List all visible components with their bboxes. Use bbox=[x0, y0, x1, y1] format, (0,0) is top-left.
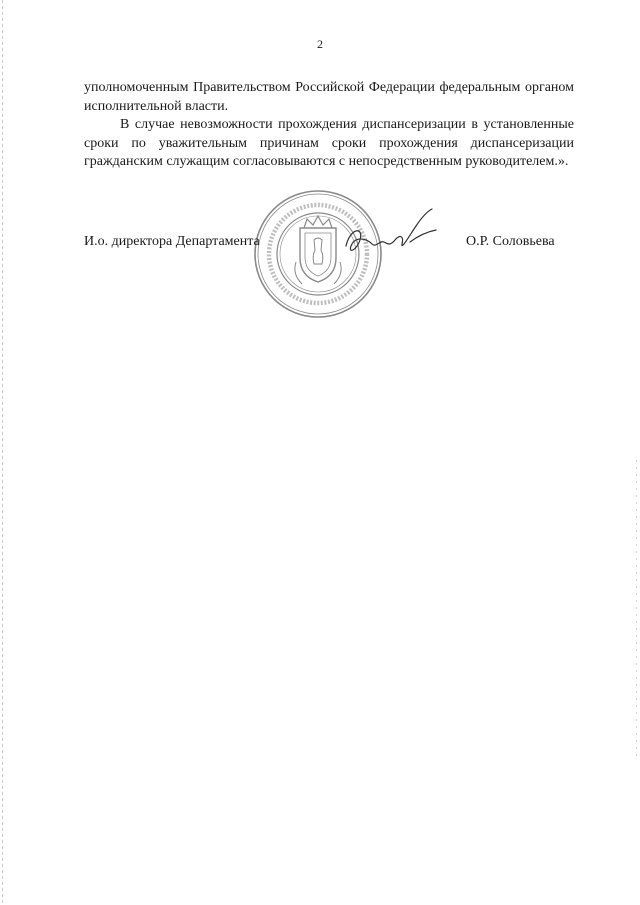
paragraph-continuation: уполномоченным Правительством Российской Федерации федеральным органом исполнительной власти. bbox=[84, 80, 574, 114]
coat-of-arms-figure bbox=[313, 238, 323, 264]
handwritten-signature bbox=[340, 206, 440, 264]
scan-edge-left bbox=[2, 0, 3, 905]
paragraph-dispensarization: В случае невозможности прохождения диспансеризации в установленные сроки по уважительным причинам сроки прохождения диспансеризации гражданским служащим согласовываются с непосредственным руководителем.». bbox=[84, 117, 574, 169]
page-number: 2 bbox=[317, 37, 323, 51]
body-text bbox=[84, 79, 574, 172]
signatory-name: О.Р. Соловьева bbox=[466, 234, 555, 249]
coat-of-arms-crown bbox=[304, 216, 332, 228]
signature-stroke bbox=[346, 209, 436, 250]
scan-edge-right bbox=[636, 460, 637, 760]
coat-of-arms-inner bbox=[305, 233, 331, 276]
signatory-title: И.о. директора Департамента bbox=[84, 234, 260, 249]
